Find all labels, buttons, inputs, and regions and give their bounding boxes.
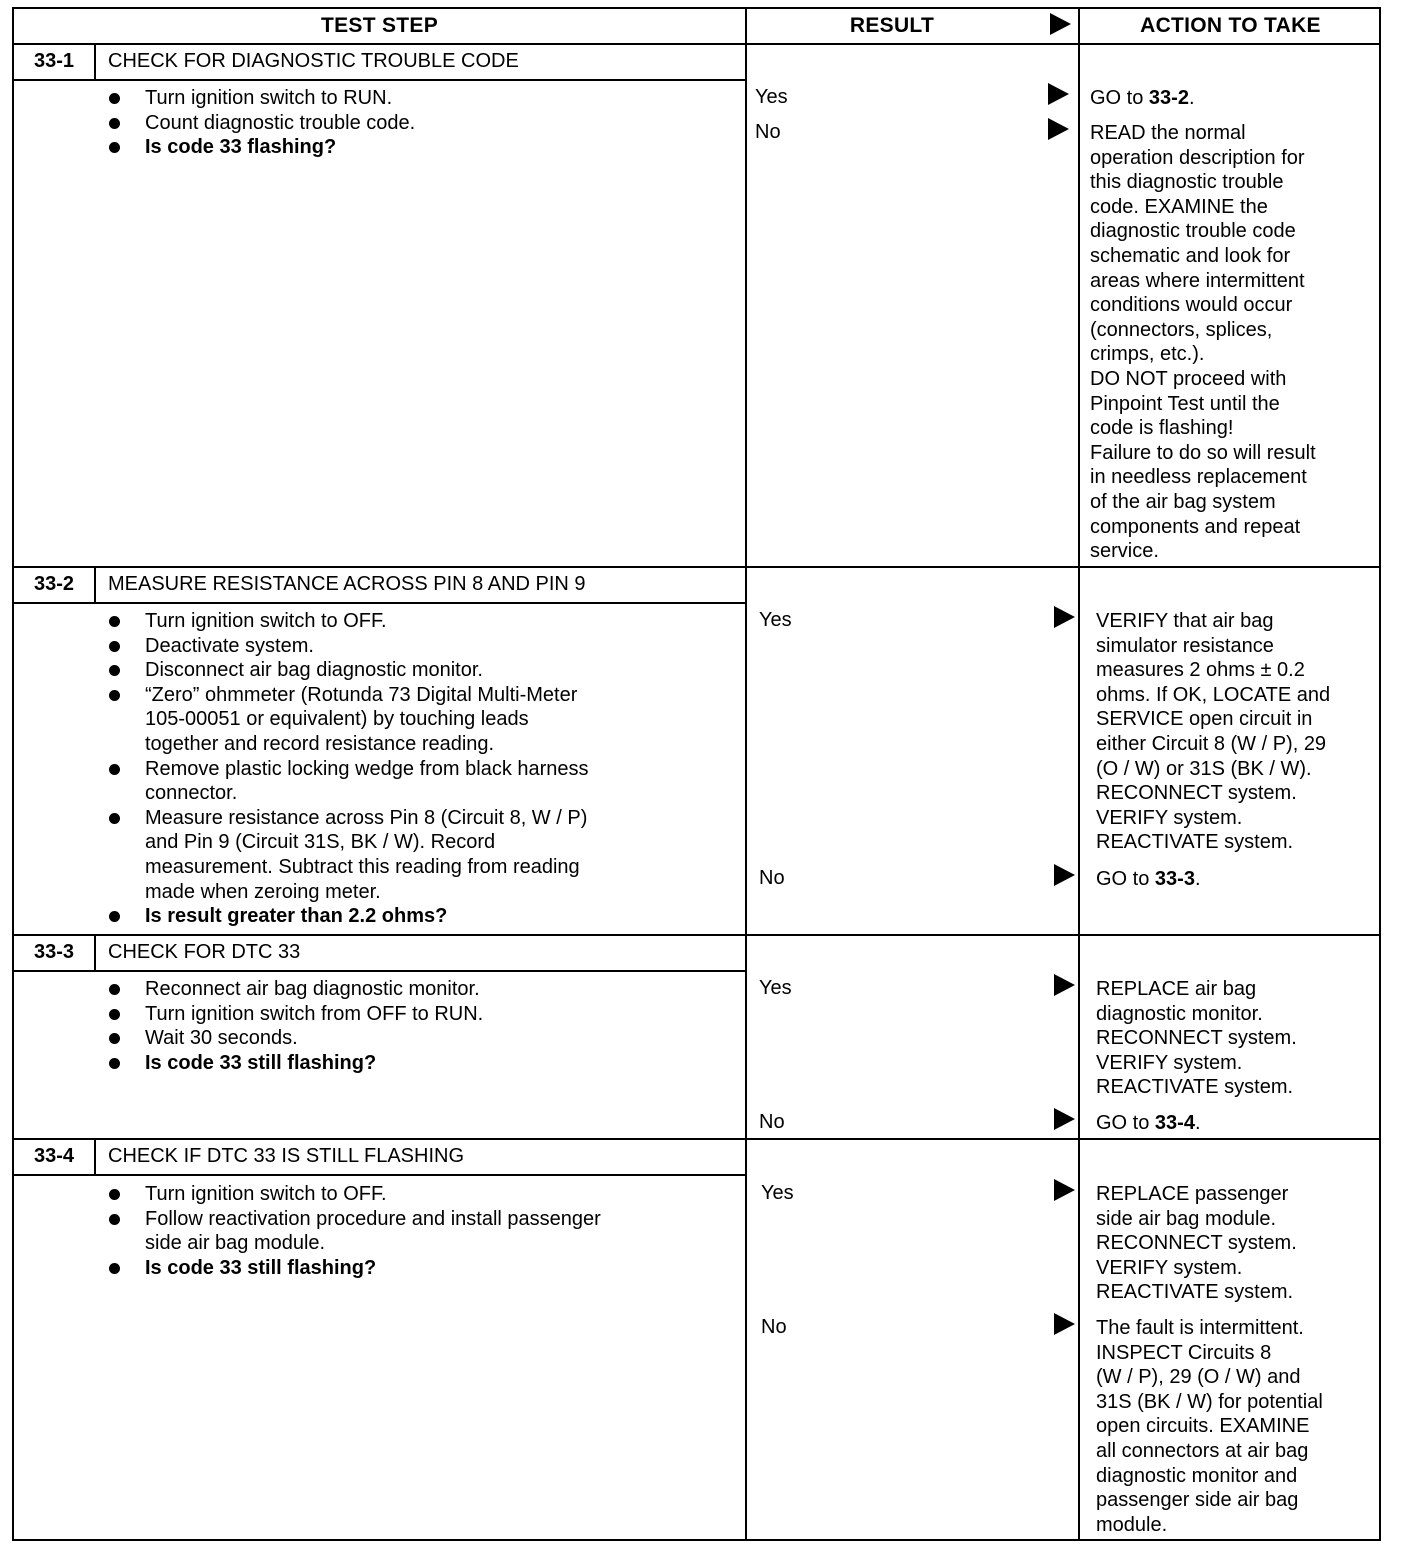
step-instructions-33-2 xyxy=(106,609,589,929)
header-action: ACTION TO TAKE xyxy=(1140,14,1321,37)
action-yes: GO to 33-2. xyxy=(1090,87,1195,109)
instruction-question: Is code 33 still flashing? xyxy=(106,1256,601,1281)
arrow-icon xyxy=(1054,1313,1075,1335)
instruction-item: Turn ignition switch from OFF to RUN. xyxy=(106,1002,483,1027)
step-number-divider xyxy=(94,568,96,602)
step-title: CHECK FOR DIAGNOSTIC TROUBLE CODE xyxy=(108,50,519,72)
action-yes: VERIFY that air bag simulator resistance measures 2 ohms ± 0.2 ohms. If OK, LOCATE and SERVICE open circuit in either Circuit 8 (W / P), 29 (O / W) or 31S (BK / W). RECONNECT system. VERIFY system. REACTIVATE system. xyxy=(1096,610,1331,854)
instruction-item: Wait 30 seconds. xyxy=(106,1026,483,1051)
instruction-item: Count diagnostic trouble code. xyxy=(106,111,415,136)
instruction-item: Remove plastic locking wedge from black harness connector. xyxy=(106,757,589,806)
action-no: GO to 33-3. xyxy=(1096,868,1201,890)
instruction-item: Disconnect air bag diagnostic monitor. xyxy=(106,658,589,683)
instruction-item: Reconnect air bag diagnostic monitor. xyxy=(106,977,483,1002)
step-number: 33-4 xyxy=(33,1145,75,1167)
step-number: 33-1 xyxy=(33,50,75,72)
result-yes: Yes xyxy=(759,977,792,999)
instruction-question: Is code 33 flashing? xyxy=(106,135,415,160)
instruction-item: Follow reactivation procedure and install passenger side air bag module. xyxy=(106,1207,601,1256)
step-title: CHECK IF DTC 33 IS STILL FLASHING xyxy=(108,1145,465,1167)
step-title: CHECK FOR DTC 33 xyxy=(108,941,301,963)
instruction-item: Turn ignition switch to OFF. xyxy=(106,609,589,634)
arrow-icon xyxy=(1054,974,1075,996)
step-number: 33-2 xyxy=(33,573,75,595)
instruction-item: Measure resistance across Pin 8 (Circuit 8, W / P) and Pin 9 (Circuit 31S, BK / W). Record measurement. Subtract this reading from reading made when zeroing meter. xyxy=(106,806,589,904)
header-test-step: TEST STEP xyxy=(320,14,439,37)
column-divider-result xyxy=(745,9,747,1539)
step-title: MEASURE RESISTANCE ACROSS PIN 8 AND PIN 9 xyxy=(108,573,586,595)
header-arrow-icon xyxy=(1050,13,1071,35)
result-yes: Yes xyxy=(755,86,788,108)
result-no: No xyxy=(761,1316,787,1338)
result-no: No xyxy=(759,867,785,889)
step-number-divider xyxy=(94,1140,96,1174)
arrow-icon xyxy=(1054,606,1075,628)
step-number: 33-3 xyxy=(33,941,75,963)
action-yes: REPLACE passenger side air bag module. RECONNECT system. VERIFY system. REACTIVATE system. xyxy=(1096,1183,1297,1304)
instruction-question: Is result greater than 2.2 ohms? xyxy=(106,904,589,929)
action-yes: REPLACE air bag diagnostic monitor. RECONNECT system. VERIFY system. REACTIVATE system. xyxy=(1096,978,1297,1099)
header-result: RESULT xyxy=(849,14,935,37)
action-no: GO to 33-4. xyxy=(1096,1112,1201,1134)
arrow-icon xyxy=(1048,118,1069,140)
column-divider-action xyxy=(1078,9,1080,1539)
step-number-divider xyxy=(94,45,96,79)
step-instructions-33-3 xyxy=(106,977,483,1075)
result-yes: Yes xyxy=(761,1182,794,1204)
arrow-icon xyxy=(1048,83,1069,105)
instruction-item: “Zero” ohmmeter (Rotunda 73 Digital Multi-Meter 105-00051 or equivalent) by touching leads together and record resistance reading. xyxy=(106,683,589,757)
diagnostic-table xyxy=(12,7,1381,1541)
instruction-question: Is code 33 still flashing? xyxy=(106,1051,483,1076)
instruction-item: Turn ignition switch to RUN. xyxy=(106,86,415,111)
arrow-icon xyxy=(1054,864,1075,886)
step-instructions-33-4 xyxy=(106,1182,601,1280)
result-no: No xyxy=(759,1111,785,1133)
result-yes: Yes xyxy=(759,609,792,631)
result-no: No xyxy=(755,121,781,143)
step-instructions-33-1 xyxy=(106,86,415,160)
action-no: READ the normal operation description for this diagnostic trouble code. EXAMINE the diagnostic trouble code schematic and look for areas where intermittent conditions would occur (connectors, splices, crimps, etc.). DO NOT proceed with Pinpoint Test until the code is flashing! Failure to do so will result in needless replacement of the air bag system components and repeat service. xyxy=(1090,122,1316,563)
action-no: The fault is intermittent. INSPECT Circuits 8 (W / P), 29 (O / W) and 31S (BK / W) for potential open circuits. EXAMINE all connectors at air bag diagnostic monitor and passenger side air bag module. xyxy=(1096,1317,1323,1536)
instruction-item: Deactivate system. xyxy=(106,634,589,659)
arrow-icon xyxy=(1054,1179,1075,1201)
arrow-icon xyxy=(1054,1108,1075,1130)
step-number-divider xyxy=(94,936,96,970)
instruction-item: Turn ignition switch to OFF. xyxy=(106,1182,601,1207)
